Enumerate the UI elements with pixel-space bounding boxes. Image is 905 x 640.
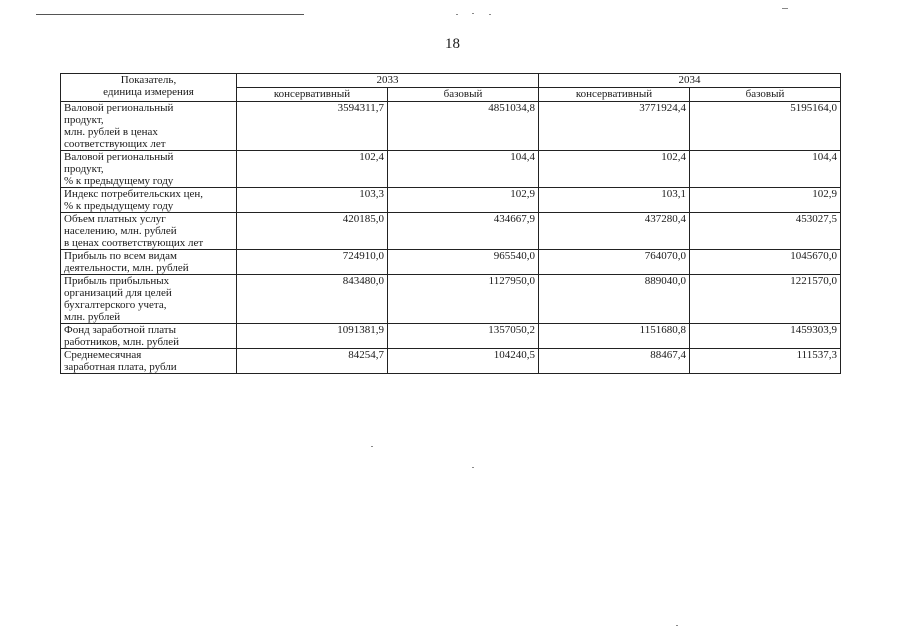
table-row — [61, 188, 841, 213]
table-row — [61, 349, 841, 374]
value-cell: 420185,0 — [237, 213, 388, 250]
table-row — [61, 102, 841, 151]
value-cell: 5195164,0 — [690, 102, 841, 151]
value-cell: 103,3 — [237, 188, 388, 213]
value-cell: 965540,0 — [388, 250, 539, 275]
scan-artifact-dot — [782, 8, 788, 9]
row-label: Среднемесячная заработная плата, рубли — [61, 349, 237, 374]
value-cell: 724910,0 — [237, 250, 388, 275]
value-cell: 4851034,8 — [388, 102, 539, 151]
header-scenario: базовый — [388, 88, 539, 102]
scan-artifact-dot — [472, 13, 474, 14]
value-cell: 453027,5 — [690, 213, 841, 250]
scan-artifact-dot — [489, 14, 491, 15]
value-cell: 437280,4 — [539, 213, 690, 250]
value-cell: 102,9 — [690, 188, 841, 213]
header-indicator — [61, 74, 237, 102]
value-cell: 88467,4 — [539, 349, 690, 374]
value-cell: 102,4 — [237, 151, 388, 188]
scan-artifact-dot — [472, 467, 474, 468]
value-cell: 434667,9 — [388, 213, 539, 250]
header-indicator-label: Показатель, единица измерения — [103, 74, 194, 98]
row-label: Прибыль прибыльных организаций для целей бухгалтерского учета, млн. рублей — [61, 275, 237, 324]
scan-artifact-dot — [676, 625, 678, 626]
value-cell: 1459303,9 — [690, 324, 841, 349]
table-row — [61, 250, 841, 275]
value-cell: 764070,0 — [539, 250, 690, 275]
table-row — [61, 151, 841, 188]
header-year-2033: 2033 — [237, 74, 539, 88]
row-label: Прибыль по всем видам деятельности, млн. рублей — [61, 250, 237, 275]
value-cell: 104,4 — [690, 151, 841, 188]
value-cell: 1221570,0 — [690, 275, 841, 324]
row-label: Объем платных услуг населению, млн. рублей в ценах соответствующих лет — [61, 213, 237, 250]
value-cell: 102,9 — [388, 188, 539, 213]
value-cell: 3771924,4 — [539, 102, 690, 151]
header-row-years — [61, 74, 841, 88]
value-cell: 1357050,2 — [388, 324, 539, 349]
value-cell: 1151680,8 — [539, 324, 690, 349]
table-row — [61, 324, 841, 349]
value-cell: 104,4 — [388, 151, 539, 188]
header-scenario: консервативный — [539, 88, 690, 102]
row-label: Индекс потребительских цен, % к предыдущему году — [61, 188, 237, 213]
page-number: 18 — [445, 36, 460, 52]
scan-artifact-line — [36, 14, 304, 15]
header-scenario: консервативный — [237, 88, 388, 102]
value-cell: 1091381,9 — [237, 324, 388, 349]
row-label: Валовой региональный продукт, % к предыдущему году — [61, 151, 237, 188]
value-cell: 102,4 — [539, 151, 690, 188]
forecast-table — [60, 73, 841, 374]
table-row — [61, 213, 841, 250]
table-row — [61, 275, 841, 324]
value-cell: 104240,5 — [388, 349, 539, 374]
value-cell: 111537,3 — [690, 349, 841, 374]
scan-artifact-dot — [371, 446, 373, 447]
header-scenario: базовый — [690, 88, 841, 102]
value-cell: 84254,7 — [237, 349, 388, 374]
value-cell: 1045670,0 — [690, 250, 841, 275]
row-label: Фонд заработной платы работников, млн. рублей — [61, 324, 237, 349]
header-year-2034: 2034 — [539, 74, 841, 88]
value-cell: 1127950,0 — [388, 275, 539, 324]
scan-artifact-dot — [456, 14, 458, 15]
value-cell: 889040,0 — [539, 275, 690, 324]
value-cell: 103,1 — [539, 188, 690, 213]
value-cell: 843480,0 — [237, 275, 388, 324]
value-cell: 3594311,7 — [237, 102, 388, 151]
row-label: Валовой региональный продукт, млн. рублей в ценах соответствующих лет — [61, 102, 237, 151]
